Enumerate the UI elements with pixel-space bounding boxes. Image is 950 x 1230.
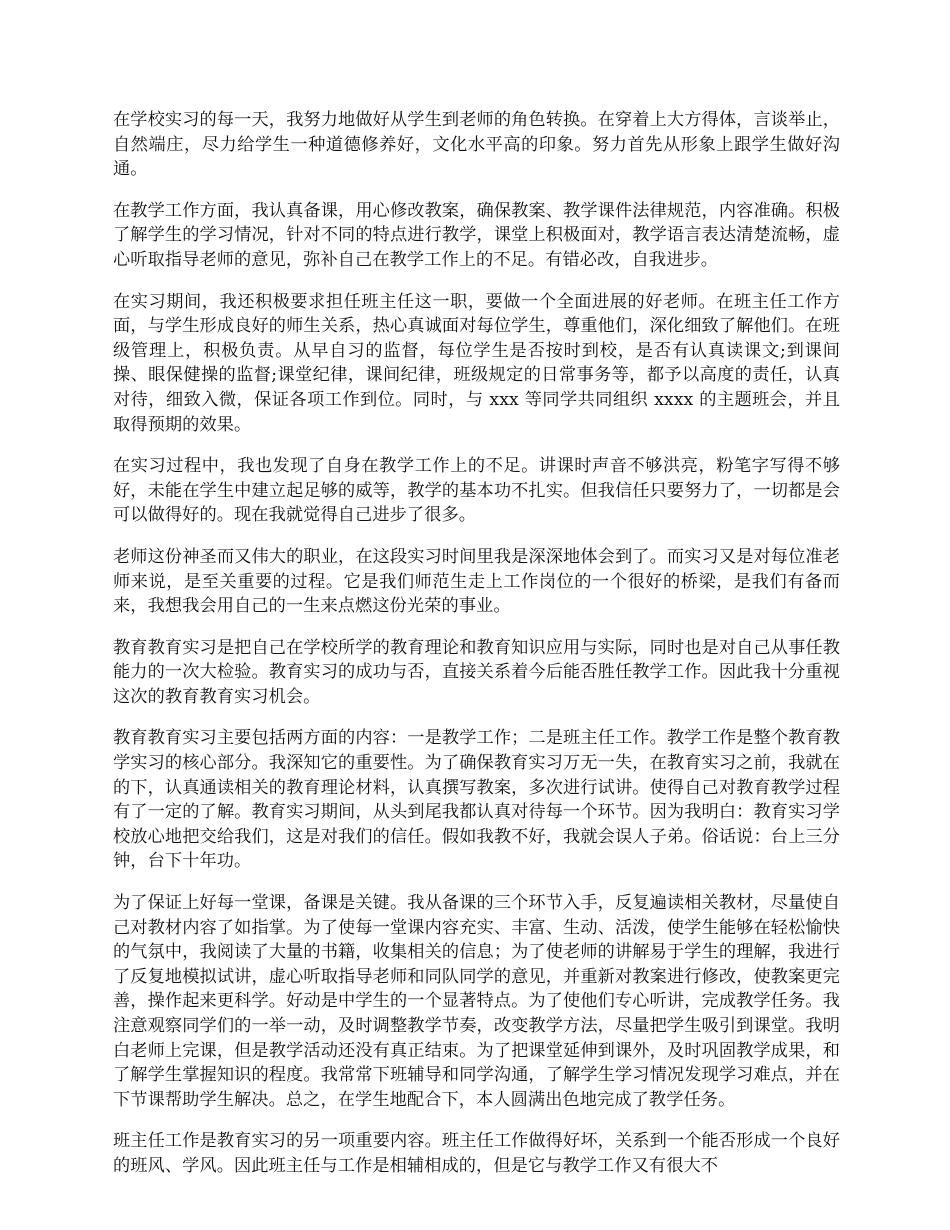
paragraph-5: 老师这份神圣而又伟大的职业，在这段实习时间里我是深深地体会到了。而实习又是对每位准老师来说，是至关重要的过程。它是我们师范生走上工作岗位的一个很好的桥梁，是我们有备而来，我想我会用自己的一生来点燃这份光荣的事业。	[113, 546, 840, 617]
paragraph-3: 在实习期间，我还积极要求担任班主任这一职，要做一个全面进展的好老师。在班主任工作方面，与学生形成良好的师生关系，热心真诚面对每位学生，尊重他们，深化细致了解他们。在班级管理上，积极负责。从早自习的监督，每位学生是否按时到校，是否有认真读课文;到课间操、眼保健操的监督;课堂纪律，课间纪律，班级规定的日常事务等，都予以高度的责任，认真对待，细致入微，保证各项工作到位。同时，与 xxx 等同学共同组织 xxxx 的主题班会，并且取得预期的效果。	[113, 291, 840, 435]
paragraph-9: 班主任工作是教育实习的另一项重要内容。班主任工作做得好坏，关系到一个能否形成一个良好的班风、学风。因此班主任与工作是相辅相成的，但是它与教学工作又有很大不	[113, 1131, 840, 1176]
paragraph-8: 为了保证上好每一堂课，备课是关键。我从备课的三个环节入手，反复遍读相关教材，尽量使自己对教材内容了如指掌。为了使每一堂课内容充实、丰富、生动、活泼，使学生能够在轻松愉快的气氛中，我阅读了大量的书籍，收集相关的信息；为了使老师的讲解易于学生的理解，我进行了反复地模拟试讲，虚心听取指导老师和同队同学的意见，并重新对教案进行修改，使教案更完善，操作起来更科学。好动是中学生的一个显著特点。为了使他们专心听讲，完成教学任务。我注意观察同学们的一举一动，及时调整教学节奏，改变教学方法，尽量把学生吸引到课堂。我明白老师上完课，但是教学活动还没有真正结束。为了把课堂延伸到课外，及时巩固教学成果，和了解学生掌握知识的程度。我常常下班辅导和同学沟通，了解学生学习情况发现学习难点，并在下节课帮助学生解决。总之，在学生地配合下，本人圆满出色地完成了教学任务。	[113, 893, 840, 1110]
paragraph-7: 教育教育实习主要包括两方面的内容：一是教学工作；二是班主任工作。教学工作是整个教育教学实习的核心部分。我深知它的重要性。为了确保教育实习万无一失，在教育实习之前，我就在的下，认真通读相关的教育理论材料，认真撰写教案，多次进行试讲。使得自己对教育教学过程有了一定的了解。教育实习期间，从头到尾我都认真对待每一个环节。因为我明白：教育实习学校放心地把交给我们，这是对我们的信任。假如我教不好，我就会误人子弟。俗话说：台上三分钟，台下十年功。	[113, 728, 840, 872]
paragraph-2: 在教学工作方面，我认真备课，用心修改教案，确保教案、教学课件法律规范，内容准确。积极了解学生的学习情况，针对不同的特点进行教学，课堂上积极面对，教学语言表达清楚流畅，虚心听取指导老师的意见，弥补自己在教学工作上的不足。有错必改，自我进步。	[113, 200, 840, 270]
document-page	[113, 108, 840, 1196]
paragraph-6: 教育教育实习是把自己在学校所学的教育理论和教育知识应用与实际，同时也是对自己从事任教能力的一次大检验。教育实习的成功与否，直接关系着今后能否胜任教学工作。因此我十分重视这次的教育教育实习机会。	[113, 637, 840, 707]
paragraph-1: 在学校实习的每一天，我努力地做好从学生到老师的角色转换。在穿着上大方得体，言谈举止，自然端庄，尽力给学生一种道德修养好，文化水平高的印象。努力首先从形象上跟学生做好沟通。	[113, 110, 840, 180]
paragraph-4: 在实习过程中，我也发现了自身在教学工作上的不足。讲课时声音不够洪亮，粉笔字写得不够好，未能在学生中建立起足够的威等，教学的基本功不扎实。但我信任只要努力了，一切都是会可以做得好的。现在我就觉得自己进步了很多。	[113, 456, 840, 526]
